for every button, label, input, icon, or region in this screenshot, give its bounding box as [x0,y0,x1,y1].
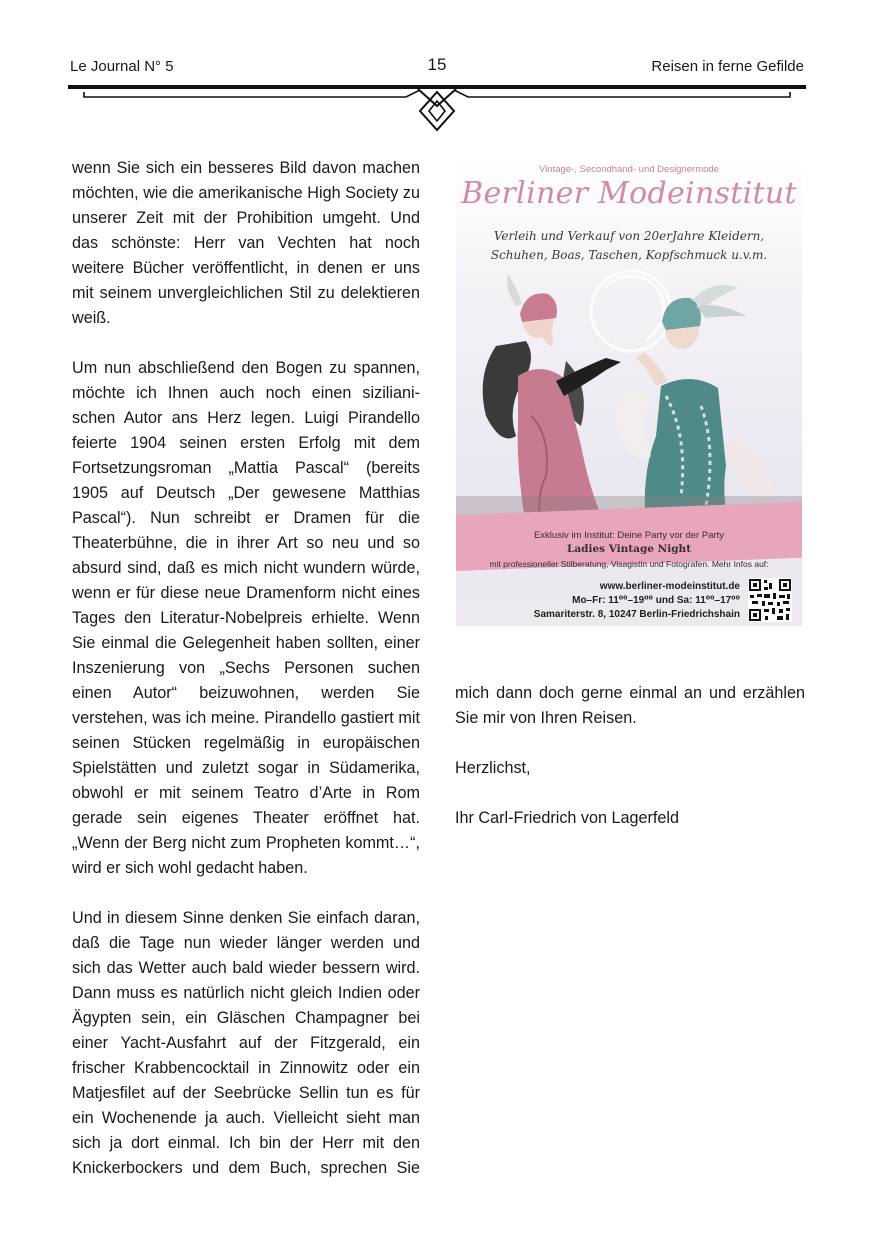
ad-title: Berliner Modeinstitut [461,176,797,211]
page-number: 15 [427,55,447,74]
paragraph: mich dann doch gerne einmal an und erzählen Sie mir von Ihren Reisen. [455,684,805,727]
ad-address: Samariterstr. 8, 10247 Berlin-Friedrichshain [533,609,740,620]
journal-title: Le Journal N° 5 [70,58,174,75]
left-text-column [72,156,420,1206]
closing-greeting: Herzlichst, [455,759,531,777]
paragraph: Und in diesem Sinne denken Sie einfach daran, daß die Tage nun wieder länger werden und sich das Wetter auch bald wieder bessern wird. Dann muss es natürlich nicht gleich Indien oder Ägypten sein, ein Gläschen Champagner bei einer Yacht-Ausfahrt auf der Fitzgerald, ein frischer Krabbencocktail in Zinnowitz oder ein Matjesfilet auf der Seebrücke Sellin tun es für ein Wochenende ja auch. Vielleicht sieht man sich ja dort einmal. Ich bin der Herr mit den Knickerbockers und dem Buch, sprechen Sie [72,909,420,1177]
right-text-column [455,681,805,856]
ad-band-text: mit professioneller Stilberatung, Visagistin und Fotografen. Mehr Infos auf: [489,559,769,569]
paragraph: Um nun abschließend den Bogen zu spannen, möchte ich Ihnen auch noch einen siziliani-schen Autor ans Herz legen. Luigi Pirandello feierte 1904 seinen ersten Erfolg mit dem Fortsetzungsroman „Mattia Pascal“ (bereits 1905 auf Deutsch „Der gewesene Matthias Pascal“). Nun schreibt er Dramen für die Theaterbühne, die in ihrer Art so neu und so absurd sind, daß es mich nicht wundern würde, wenn er für diese neue Dramenform nicht eines Tages den Literatur-Nobelpreis erhielte. Wenn Sie einmal die Gelegenheit haben sollten, einer Inszenierung von „Sechs Personen suchen einen Autor“ beizuwohnen, werden Sie verstehen, was ich meine. Pirandello gastiert mit seinen Stücken regelmäßig in europäischen Spielstätten und zuletzt sogar in Südamerika, obwohl er mit seinem Teatro d’Arte in Rom gerade sein eigenes Theater eröffnet hat. „Wenn der Berg nicht zum Propheten kommt…“, wird er sich wohl gedacht haben. [72,359,420,877]
ad-band-text: Exklusiv im Institut: Deine Party vor der Party [533,530,725,541]
author-signature: Ihr Carl-Friedrich von Lagerfeld [455,809,680,827]
ad-website: www.berliner-modeinstitut.de [599,581,740,592]
flapper-women-illustration [456,266,802,526]
paragraph: wenn Sie sich ein besseres Bild davon machen möchten, wie die amerikanische High Society zu unserer Zeit mit der Prohibition umgeht. Und das schönste: Herr van Vechten hat noch weitere Bücher veröffentlicht, in denen er uns mit seinem unvergleichlichen Stil zu delektieren weiß. [72,159,420,327]
ad-opening-hours: Mo–Fr: 11⁰⁰–19⁰⁰ und Sa: 11⁰⁰–17⁰⁰ [572,595,740,606]
ad-subtitle: Schuhen, Boas, Taschen, Kopfschmuck u.v.m. [490,248,768,262]
ad-kicker: Vintage-, Secondhand- und Designermode [539,164,719,175]
ad-subtitle: Verleih und Verkauf von 20erJahre Kleidern, [493,229,765,243]
advertisement [456,156,802,626]
section-title: Reisen in ferne Gefilde [651,58,804,75]
ad-event-title: Ladies Vintage Night [566,543,692,555]
art-deco-header-rule [68,80,806,136]
qr-code-icon [748,578,792,622]
